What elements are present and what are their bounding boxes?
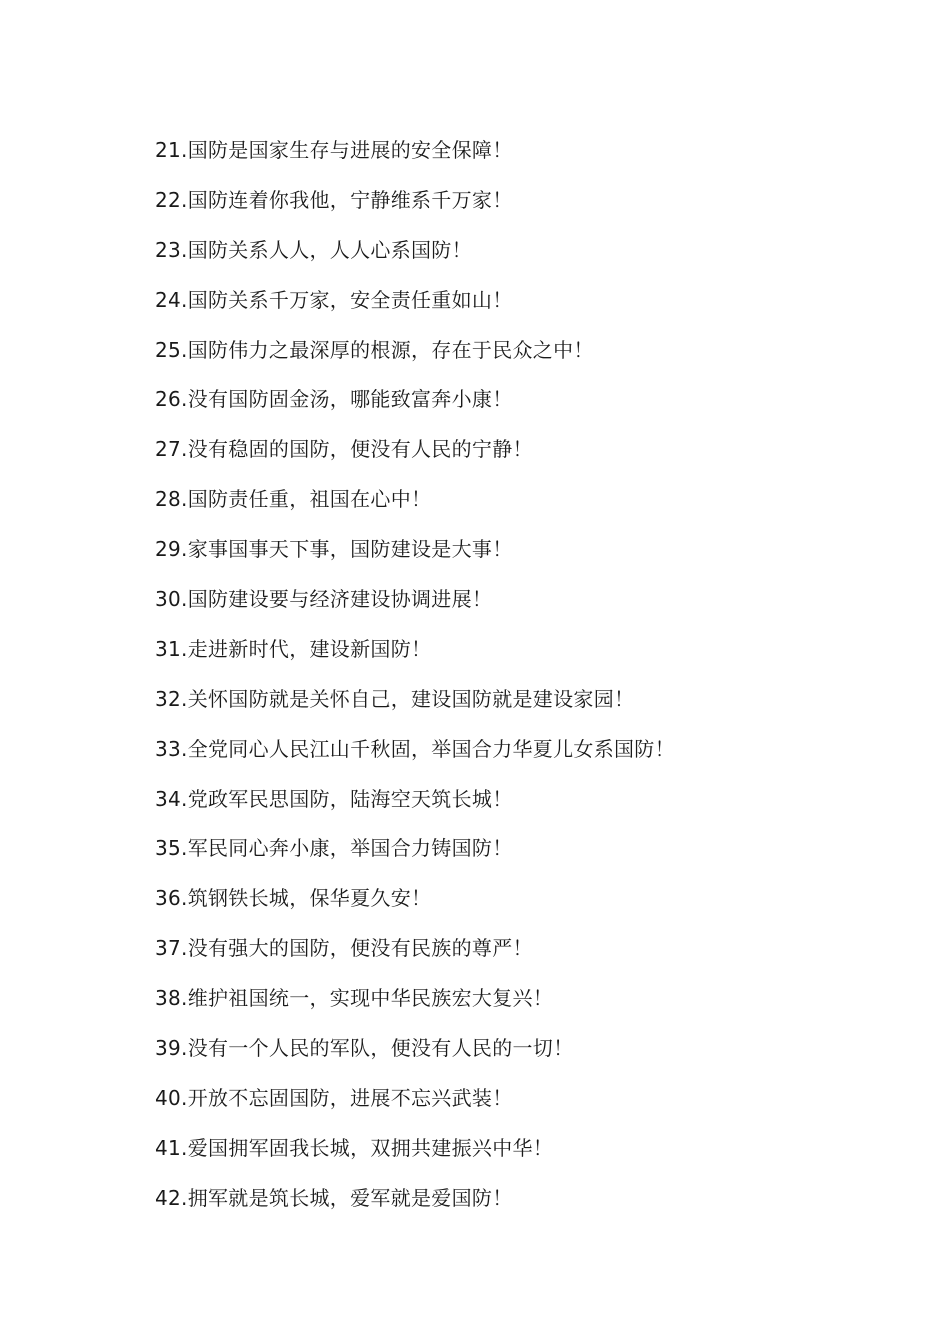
slogan-line: 27.没有稳固的国防，便没有人民的宁静！ (155, 437, 533, 462)
slogan-line: 24.国防关系千万家，安全责任重如山！ (155, 287, 513, 312)
slogan-line: 40.开放不忘固国防，进展不忘兴武装！ (155, 1085, 513, 1110)
slogan-line: 33.全党同心人民江山千秋固，举国合力华夏儿女系国防！ (155, 736, 675, 761)
slogan-line: 39.没有一个人民的军队，便没有人民的一切！ (155, 1036, 574, 1061)
slogan-line: 41.爱国拥军固我长城，双拥共建振兴中华！ (155, 1135, 554, 1160)
slogan-line: 23.国防关系人人，人人心系国防！ (155, 237, 472, 262)
slogan-line: 37.没有强大的国防，便没有民族的尊严！ (155, 936, 533, 961)
slogan-line: 32.关怀国防就是关怀自己，建设国防就是建设家园！ (155, 686, 635, 711)
slogan-line: 42.拥军就是筑长城，爱军就是爱国防！ (155, 1185, 513, 1210)
slogan-line: 38.维护祖国统一，实现中华民族宏大复兴！ (155, 986, 554, 1011)
slogan-line: 26.没有国防固金汤，哪能致富奔小康！ (155, 387, 513, 412)
slogan-line: 34.党政军民思国防，陆海空天筑长城！ (155, 786, 513, 811)
slogan-line: 31.走进新时代，建设新国防！ (155, 636, 432, 661)
slogan-line: 21.国防是国家生存与进展的安全保障！ (155, 138, 513, 162)
slogan-list (155, 133, 875, 1231)
slogan-line: 29.家事国事天下事，国防建设是大事！ (155, 537, 513, 562)
slogan-line: 25.国防伟力之最深厚的根源，存在于民众之中！ (155, 337, 594, 362)
slogan-line: 22.国防连着你我他，宁静维系千万家！ (155, 187, 513, 212)
slogan-line: 36.筑钢铁长城，保华夏久安！ (155, 886, 432, 911)
slogan-line: 28.国防责任重，祖国在心中！ (155, 487, 432, 512)
slogan-line: 30.国防建设要与经济建设协调进展！ (155, 587, 493, 612)
slogan-line: 35.军民同心奔小康，举国合力铸国防！ (155, 836, 513, 861)
